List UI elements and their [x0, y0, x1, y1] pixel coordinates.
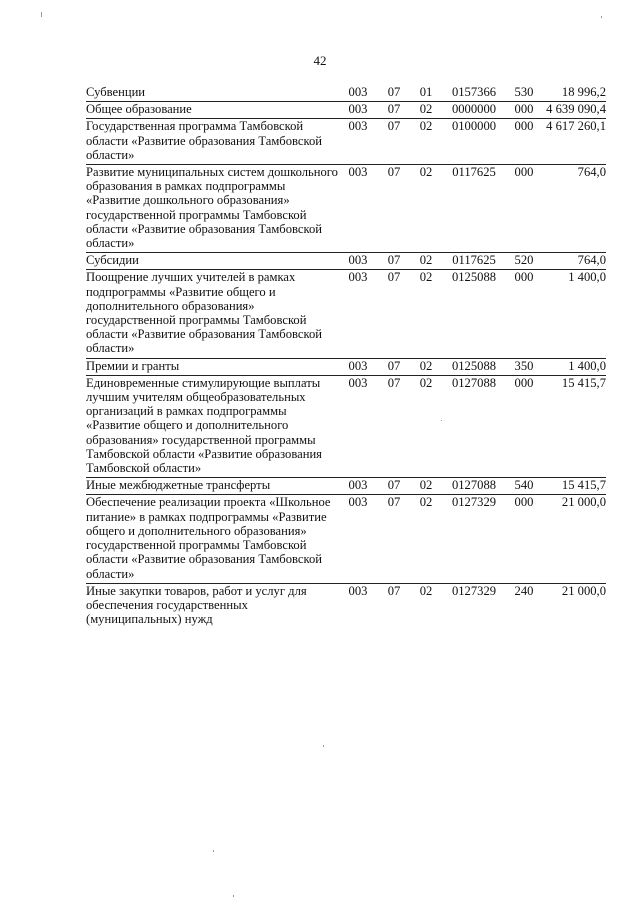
row-amount: 764,0	[577, 165, 606, 180]
row-admin-code: 003	[348, 165, 368, 180]
scan-speck	[41, 12, 42, 17]
row-expense-type: 530	[514, 85, 534, 99]
row-subsection-code: 02	[419, 165, 433, 180]
table-row	[86, 584, 606, 629]
row-name: Иные закупки товаров, работ и услуг для обеспечения государственных (муниципальных) нужд	[86, 583, 307, 627]
row-admin-code: 003	[348, 119, 368, 134]
row-section-code: 07	[387, 478, 401, 493]
row-target-article: 0157366	[451, 85, 497, 99]
table-row	[86, 85, 606, 101]
row-section-code: 07	[387, 165, 401, 180]
row-admin-code: 003	[348, 253, 368, 268]
row-name: Субсидии	[86, 253, 139, 268]
table-row	[86, 359, 606, 375]
row-amount: 764,0	[577, 253, 606, 268]
row-subsection-code: 01	[419, 85, 433, 99]
row-amount: 4 617 260,1	[546, 119, 606, 134]
row-target-article: 0125088	[451, 358, 497, 373]
row-subsection-code: 02	[419, 102, 433, 117]
row-expense-type: 520	[514, 253, 534, 268]
row-expense-type: 000	[514, 165, 534, 180]
scan-speck	[213, 850, 214, 852]
row-expense-type: 240	[514, 583, 534, 598]
row-amount: 4 639 090,4	[546, 102, 606, 117]
row-admin-code: 003	[348, 85, 368, 99]
row-section-code: 07	[387, 253, 401, 268]
row-expense-type: 000	[514, 119, 534, 134]
row-name: Государственная программа Тамбовской области «Развитие образования Тамбовской области»	[86, 119, 322, 162]
row-admin-code: 003	[348, 270, 368, 285]
row-admin-code: 003	[348, 102, 368, 117]
row-expense-type: 000	[514, 270, 534, 285]
scan-speck	[441, 420, 442, 421]
row-section-code: 07	[387, 119, 401, 134]
row-amount: 1 400,0	[568, 358, 606, 373]
row-name: Общее образование	[86, 102, 192, 117]
row-name: Премии и гранты	[86, 358, 180, 373]
row-section-code: 07	[387, 270, 401, 285]
row-section-code: 07	[387, 583, 401, 598]
table-row	[86, 102, 606, 118]
row-expense-type: 540	[514, 478, 534, 493]
budget-table	[86, 85, 606, 628]
row-subsection-code: 02	[419, 253, 433, 268]
row-subsection-code: 02	[419, 375, 433, 390]
scan-speck	[601, 16, 602, 18]
row-subsection-code: 02	[419, 358, 433, 373]
row-admin-code: 003	[348, 478, 368, 493]
row-section-code: 07	[387, 102, 401, 117]
row-amount: 15 415,7	[561, 478, 606, 493]
row-expense-type: 000	[514, 495, 534, 510]
row-expense-type: 000	[514, 102, 534, 117]
row-target-article: 0117625	[452, 253, 496, 268]
row-target-article: 0127088	[451, 478, 497, 493]
row-target-article: 0125088	[451, 270, 497, 285]
row-section-code: 07	[387, 495, 401, 510]
row-name: Поощрение лучших учителей в рамках подпрограммы «Развитие общего и дополнительного образования» государственной программы Тамбовской области «Развитие образования Тамбовской области»	[86, 270, 322, 356]
budget-table-body	[86, 85, 606, 628]
row-admin-code: 003	[348, 375, 368, 390]
row-subsection-code: 02	[419, 119, 433, 134]
row-target-article: 0100000	[451, 119, 497, 134]
row-admin-code: 003	[348, 583, 368, 598]
table-row	[86, 495, 606, 582]
row-name: Развитие муниципальных систем дошкольного образования в рамках подпрограммы «Развитие дошкольного образования» государственной программы Тамбовской области «Развитие образования Тамбовской области»	[86, 165, 338, 251]
row-expense-type: 000	[514, 375, 534, 390]
row-name: Иные межбюджетные трансферты	[86, 478, 271, 493]
row-amount: 15 415,7	[561, 375, 606, 390]
row-name: Обеспечение реализации проекта «Школьное питание» в рамках подпрограммы «Развитие общего и дополнительного образования» государственной программы Тамбовской области «Развитие образования Тамбовской области»	[86, 495, 331, 581]
row-subsection-code: 02	[419, 478, 433, 493]
row-amount: 1 400,0	[568, 270, 606, 285]
row-amount: 21 000,0	[561, 583, 606, 598]
table-row	[86, 270, 606, 357]
row-amount: 18 996,2	[561, 85, 606, 99]
row-target-article: 0117625	[452, 165, 496, 180]
scan-speck	[323, 745, 324, 747]
row-section-code: 07	[387, 375, 401, 390]
row-amount: 21 000,0	[561, 495, 606, 510]
row-expense-type: 350	[514, 358, 534, 373]
row-section-code: 07	[387, 358, 401, 373]
page-number: 42	[313, 53, 327, 68]
row-subsection-code: 02	[419, 495, 433, 510]
row-subsection-code: 02	[419, 583, 433, 598]
row-admin-code: 003	[348, 358, 368, 373]
row-admin-code: 003	[348, 495, 368, 510]
table-row	[86, 119, 606, 164]
row-target-article: 0000000	[451, 102, 497, 117]
row-name: Единовременные стимулирующие выплаты лучшим учителям общеобразовательных организаций в рамках подпрограммы «Развитие общего и дополнительного образования» государственной программы Тамбовской области «Развитие образования Тамбовской области»	[86, 375, 322, 476]
row-target-article: 0127329	[451, 583, 497, 598]
table-row	[86, 478, 606, 494]
table-row	[86, 376, 606, 477]
row-target-article: 0127329	[451, 495, 497, 510]
table-row	[86, 253, 606, 269]
row-name: Субвенции	[86, 85, 146, 99]
scan-speck	[233, 895, 234, 897]
row-section-code: 07	[387, 85, 401, 99]
row-subsection-code: 02	[419, 270, 433, 285]
row-target-article: 0127088	[451, 375, 497, 390]
table-row	[86, 165, 606, 252]
